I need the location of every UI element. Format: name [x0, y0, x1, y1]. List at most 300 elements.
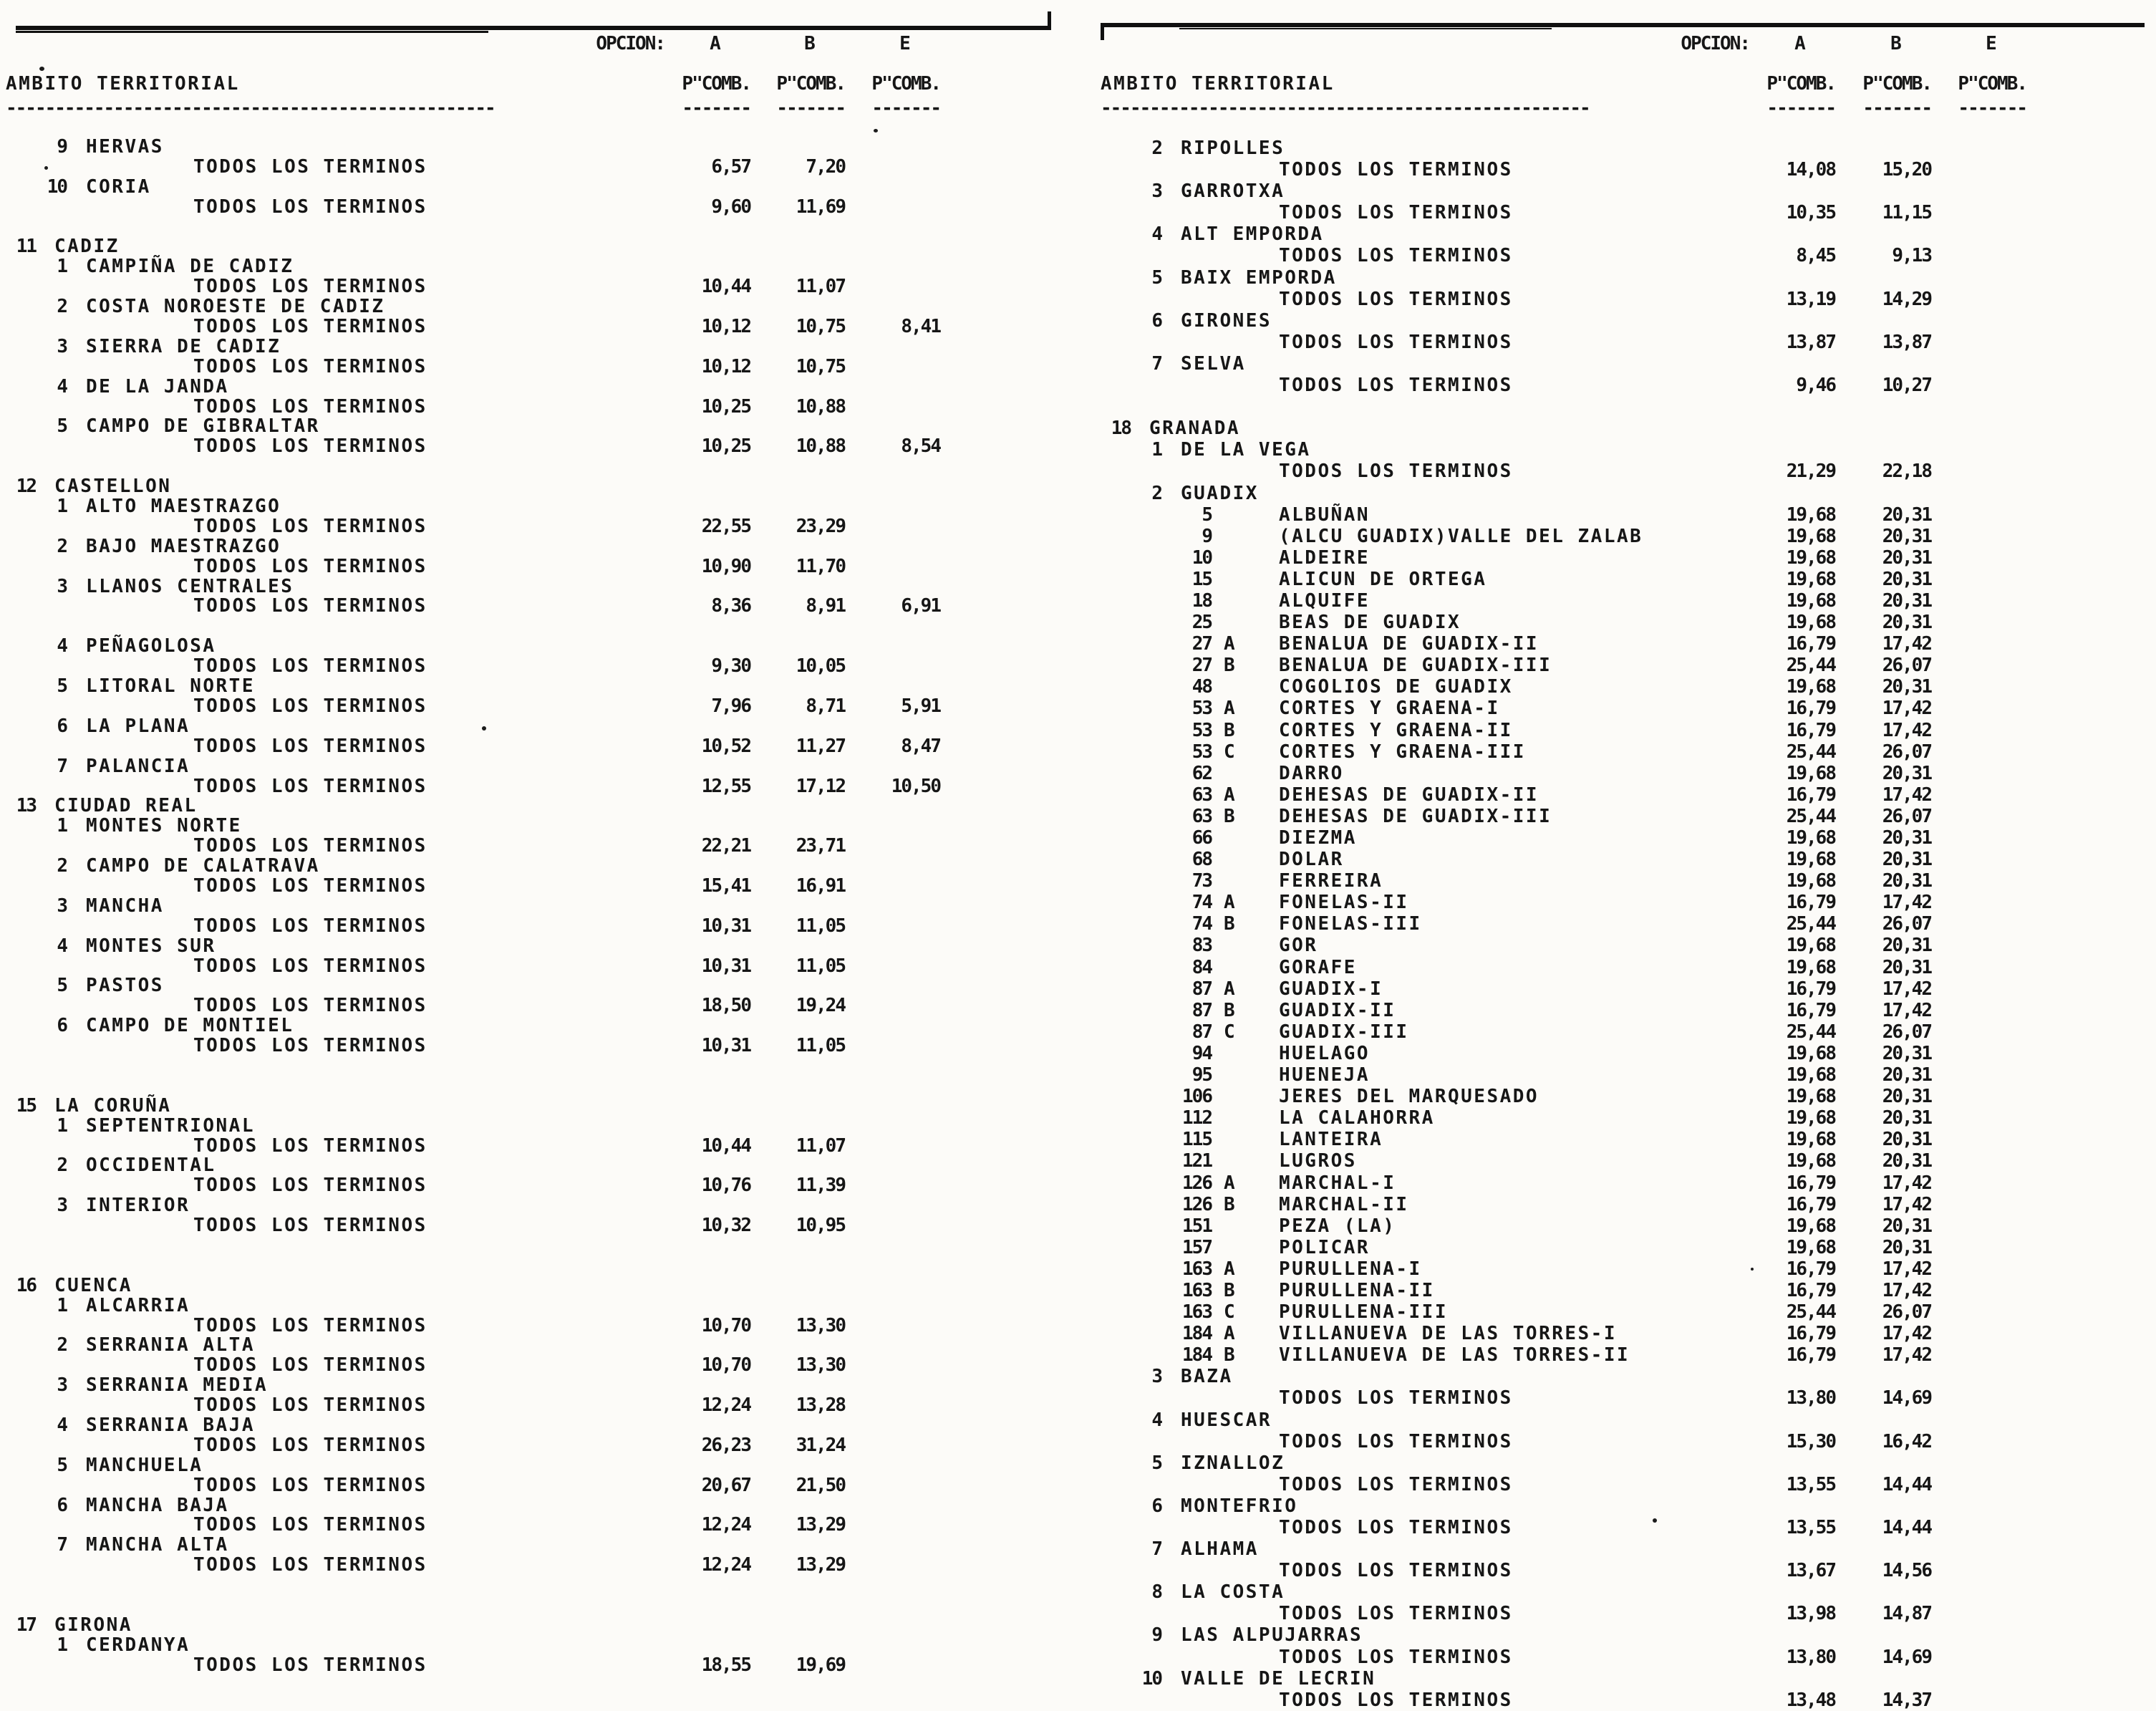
- row-number: 7: [1151, 352, 1161, 375]
- value-opcion-b: 10,05: [796, 655, 845, 678]
- comarca-row: [1101, 1624, 2156, 1646]
- territory-name: MONTES NORTE: [86, 815, 242, 837]
- row-number: 3: [57, 895, 67, 917]
- territory-name: CAMPIÑA DE CADIZ: [86, 256, 294, 278]
- option-letter-a: A: [1794, 33, 1804, 54]
- blank-row: [6, 617, 1078, 637]
- row-number: 6: [1151, 1495, 1161, 1517]
- municipality-code: 87: [1191, 978, 1212, 1000]
- value-opcion-b: 26,07: [1882, 741, 1931, 763]
- todos-los-terminos-label: TODOS LOS TERMINOS: [193, 155, 427, 178]
- municipality-name: LANTEIRA: [1279, 1129, 1383, 1151]
- blank-row: [6, 218, 1078, 238]
- row-number: 16: [16, 1274, 36, 1296]
- blank-row: [6, 457, 1078, 477]
- value-opcion-a: 7,96: [711, 695, 750, 717]
- pcomb-header-e: P"COMB.: [1958, 73, 2026, 95]
- value-opcion-b: 10,88: [796, 435, 845, 458]
- todos-los-terminos-label: TODOS LOS TERMINOS: [193, 395, 427, 418]
- municipality-row: [1101, 1301, 2156, 1323]
- value-opcion-a: 19,68: [1786, 1150, 1835, 1172]
- value-opcion-a: 19,68: [1786, 956, 1835, 978]
- municipality-code: 126: [1182, 1193, 1212, 1215]
- municipality-code: 74: [1191, 913, 1212, 935]
- row-number: 13: [16, 795, 36, 817]
- value-opcion-a: 16,79: [1786, 1279, 1835, 1301]
- municipality-row: [1101, 1280, 2156, 1301]
- municipality-name: FONELAS-III: [1279, 913, 1422, 935]
- value-opcion-b: 11,07: [796, 1134, 845, 1157]
- todos-row: [6, 657, 1078, 677]
- value-opcion-b: 13,30: [796, 1354, 845, 1377]
- territory-name: LITORAL NORTE: [86, 675, 255, 698]
- municipality-row: [1101, 1129, 2156, 1150]
- todos-los-terminos-label: TODOS LOS TERMINOS: [193, 735, 427, 757]
- territory-name: SIERRA DE CADIZ: [86, 335, 281, 357]
- value-opcion-a: 6,57: [711, 155, 750, 178]
- territory-name: MANCHUELA: [86, 1454, 203, 1476]
- value-opcion-b: 17,42: [1882, 633, 1931, 655]
- top-rule-double-line: [1179, 28, 1552, 29]
- value-opcion-b: 11,27: [796, 735, 845, 757]
- comarca-row: [1101, 138, 2156, 159]
- value-opcion-a: 25,44: [1786, 913, 1835, 935]
- province-row: [6, 237, 1078, 257]
- todos-los-terminos-label: TODOS LOS TERMINOS: [193, 955, 427, 977]
- row-number: 2: [57, 855, 67, 877]
- territory-name: MANCHA BAJA: [86, 1494, 229, 1516]
- municipality-letter: A: [1224, 978, 1234, 1000]
- value-opcion-b: 17,42: [1882, 698, 1931, 720]
- todos-row: [6, 1656, 1078, 1676]
- todos-los-terminos-label: TODOS LOS TERMINOS: [193, 1394, 427, 1417]
- territory-name: CADIZ: [54, 236, 120, 258]
- value-opcion-a: 10,90: [701, 555, 750, 577]
- todos-row: [1101, 1431, 2156, 1452]
- comarca-row: [6, 577, 1078, 597]
- left-page-column: [6, 0, 1078, 1679]
- municipality-name: CORTES Y GRAENA-I: [1279, 698, 1500, 720]
- scan-speck: [44, 166, 48, 170]
- value-opcion-a: 19,68: [1786, 1042, 1835, 1064]
- row-number: 9: [57, 136, 67, 158]
- municipality-row: [1101, 569, 2156, 590]
- comarca-row: [6, 1536, 1078, 1556]
- value-opcion-b: 21,50: [796, 1474, 845, 1496]
- row-number: 1: [57, 1294, 67, 1316]
- value-opcion-b: 17,42: [1882, 978, 1931, 1000]
- municipality-row: [1101, 935, 2156, 956]
- row-number: 1: [1151, 439, 1161, 461]
- todos-row: [6, 697, 1078, 717]
- ambito-underline: --------------------------------------------------: [1101, 97, 1590, 119]
- pcomb-header-b: P"COMB.: [1862, 73, 1931, 95]
- municipality-row: [1101, 590, 2156, 612]
- municipality-row: [1101, 720, 2156, 741]
- todos-row: [1101, 245, 2156, 266]
- comarca-row: [1101, 1452, 2156, 1474]
- value-opcion-a: 19,68: [1786, 503, 1835, 526]
- value-opcion-b: 13,29: [796, 1554, 845, 1576]
- value-opcion-a: 8,45: [1796, 245, 1835, 267]
- municipality-code: 18: [1191, 589, 1212, 612]
- value-opcion-b: 14,44: [1882, 1473, 1931, 1495]
- value-opcion-b: 14,69: [1882, 1646, 1931, 1668]
- comarca-row: [1101, 180, 2156, 202]
- municipality-name: BENALUA DE GUADIX-II: [1279, 633, 1539, 655]
- row-number: 5: [57, 975, 67, 997]
- value-opcion-a: 25,44: [1786, 655, 1835, 677]
- value-opcion-a: 20,67: [701, 1474, 750, 1496]
- value-opcion-a: 10,70: [701, 1354, 750, 1377]
- municipality-name: ALICUN DE ORTEGA: [1279, 568, 1487, 590]
- todos-los-terminos-label: TODOS LOS TERMINOS: [193, 1134, 427, 1157]
- todos-los-terminos-label: TODOS LOS TERMINOS: [1279, 288, 1513, 310]
- row-number: 4: [57, 1414, 67, 1436]
- municipality-name: CORTES Y GRAENA-III: [1279, 741, 1526, 763]
- pcomb-underline-a: -------: [1766, 97, 1835, 119]
- todos-row: [6, 1556, 1078, 1576]
- municipality-name: GUADIX-I: [1279, 978, 1383, 1000]
- todos-los-terminos-label: TODOS LOS TERMINOS: [193, 435, 427, 458]
- value-opcion-b: 23,71: [796, 835, 845, 857]
- comarca-row: [6, 1156, 1078, 1176]
- value-opcion-b: 8,71: [806, 695, 845, 717]
- scan-speck: [1751, 1268, 1754, 1271]
- territory-name: HERVAS: [86, 136, 164, 158]
- row-number: 18: [1111, 418, 1131, 440]
- territory-name: ALCARRIA: [86, 1294, 190, 1316]
- row-number: 2: [57, 1155, 67, 1177]
- municipality-name: LA CALAHORRA: [1279, 1107, 1435, 1129]
- comarca-row: [1101, 1409, 2156, 1431]
- territory-name: SEPTENTRIONAL: [86, 1114, 255, 1137]
- value-opcion-b: 17,42: [1882, 1279, 1931, 1301]
- territory-name: MANCHA ALTA: [86, 1534, 229, 1556]
- row-number: 3: [57, 335, 67, 357]
- value-opcion-a: 12,24: [701, 1394, 750, 1417]
- value-opcion-b: 20,31: [1882, 1129, 1931, 1151]
- value-opcion-a: 19,68: [1786, 568, 1835, 590]
- municipality-code: 73: [1191, 870, 1212, 892]
- municipality-letter: B: [1224, 719, 1234, 741]
- value-opcion-a: 12,55: [701, 775, 750, 797]
- value-opcion-b: 16,42: [1882, 1430, 1931, 1452]
- value-opcion-e: 6,91: [901, 595, 940, 617]
- municipality-name: GORAFE: [1279, 956, 1357, 978]
- value-opcion-a: 22,21: [701, 835, 750, 857]
- todos-row: [6, 1515, 1078, 1536]
- municipality-name: HUELAGO: [1279, 1042, 1371, 1064]
- blank-row: [6, 1056, 1078, 1076]
- municipality-letter: C: [1224, 1301, 1234, 1324]
- value-opcion-a: 19,68: [1786, 1236, 1835, 1258]
- value-opcion-a: 12,24: [701, 1514, 750, 1536]
- municipality-letter: C: [1224, 1021, 1234, 1043]
- top-rule: [1101, 23, 2145, 27]
- municipality-name: VILLANUEVA DE LAS TORRES-II: [1279, 1344, 1630, 1367]
- municipality-code: 15: [1191, 568, 1212, 590]
- value-opcion-b: 10,88: [796, 395, 845, 418]
- municipality-row: [1101, 763, 2156, 784]
- municipality-name: MARCHAL-I: [1279, 1172, 1396, 1194]
- value-opcion-a: 13,55: [1786, 1473, 1835, 1495]
- value-opcion-a: 19,68: [1786, 612, 1835, 634]
- value-opcion-a: 19,68: [1786, 762, 1835, 784]
- value-opcion-b: 26,07: [1882, 913, 1931, 935]
- todos-row: [6, 597, 1078, 617]
- municipality-name: (ALCU GUADIX)VALLE DEL ZALAB: [1279, 525, 1643, 547]
- territory-name: BAIX EMPORDA: [1181, 266, 1337, 289]
- top-rule: [16, 26, 1051, 30]
- row-number: 7: [1151, 1538, 1161, 1561]
- municipality-letter: A: [1224, 784, 1234, 806]
- municipality-code: 163: [1182, 1279, 1212, 1301]
- municipality-row: [1101, 913, 2156, 935]
- todos-row: [1101, 1474, 2156, 1495]
- territory-name: IZNALLOZ: [1181, 1452, 1285, 1474]
- value-opcion-a: 13,80: [1786, 1387, 1835, 1409]
- municipality-name: ALBUÑAN: [1279, 503, 1371, 526]
- row-number: 2: [57, 1334, 67, 1356]
- todos-row: [1101, 159, 2156, 180]
- todos-los-terminos-label: TODOS LOS TERMINOS: [1279, 1603, 1513, 1625]
- municipality-code: 184: [1182, 1323, 1212, 1345]
- comarca-row: [6, 1416, 1078, 1436]
- row-number: 6: [57, 715, 67, 737]
- row-number: 3: [57, 1195, 67, 1217]
- comarca-row: [6, 1336, 1078, 1356]
- row-number: 1: [57, 256, 67, 278]
- territory-name: SERRANIA MEDIA: [86, 1374, 269, 1397]
- municipality-name: GUADIX-III: [1279, 1021, 1409, 1043]
- value-opcion-b: 13,87: [1882, 331, 1931, 353]
- comarca-row: [1101, 1538, 2156, 1560]
- value-opcion-a: 19,68: [1786, 1064, 1835, 1086]
- value-opcion-a: 9,60: [711, 196, 750, 218]
- comarca-row: [6, 175, 1078, 198]
- value-opcion-b: 31,24: [796, 1434, 845, 1456]
- value-opcion-a: 14,08: [1786, 159, 1835, 181]
- value-opcion-a: 13,67: [1786, 1560, 1835, 1582]
- territory-name: LAS ALPUJARRAS: [1181, 1624, 1363, 1647]
- todos-row: [6, 957, 1078, 977]
- municipality-row: [1101, 526, 2156, 547]
- value-opcion-b: 19,24: [796, 995, 845, 1017]
- municipality-row: [1101, 612, 2156, 633]
- blank-row: [6, 1576, 1078, 1596]
- value-opcion-a: 25,44: [1786, 805, 1835, 827]
- value-opcion-a: 12,24: [701, 1554, 750, 1576]
- municipality-name: BEAS DE GUADIX: [1279, 612, 1461, 634]
- todos-row: [6, 1356, 1078, 1376]
- row-number: 12: [16, 476, 36, 498]
- blank-row: [6, 1236, 1078, 1256]
- comarca-row: [6, 1016, 1078, 1036]
- value-opcion-a: 13,87: [1786, 331, 1835, 353]
- todos-los-terminos-label: TODOS LOS TERMINOS: [193, 655, 427, 678]
- opcion-label: OPCION:: [596, 33, 664, 54]
- value-opcion-a: 13,98: [1786, 1603, 1835, 1625]
- todos-row: [1101, 461, 2156, 482]
- value-opcion-a: 16,79: [1786, 1344, 1835, 1367]
- todos-los-terminos-label: TODOS LOS TERMINOS: [1279, 1689, 1513, 1711]
- value-opcion-e: 8,54: [901, 435, 940, 458]
- municipality-code: 66: [1191, 827, 1212, 849]
- row-number: 17: [16, 1614, 36, 1636]
- municipality-name: GUADIX-II: [1279, 999, 1396, 1021]
- municipality-row: [1101, 1086, 2156, 1107]
- todos-los-terminos-label: TODOS LOS TERMINOS: [193, 695, 427, 717]
- territory-name: CAMPO DE GIBRALTAR: [86, 415, 320, 438]
- row-number: 2: [57, 296, 67, 318]
- todos-row: [1101, 1387, 2156, 1409]
- todos-row: [6, 777, 1078, 797]
- municipality-code: 63: [1191, 784, 1212, 806]
- value-opcion-b: 8,91: [806, 595, 845, 617]
- municipality-code: 63: [1191, 805, 1212, 827]
- value-opcion-a: 19,68: [1786, 546, 1835, 569]
- value-opcion-a: 19,68: [1786, 849, 1835, 871]
- value-opcion-b: 20,31: [1882, 525, 1931, 547]
- pcomb-underline-b: -------: [1862, 97, 1931, 119]
- territory-name: CIUDAD REAL: [54, 795, 198, 817]
- todos-los-terminos-label: TODOS LOS TERMINOS: [1279, 1387, 1513, 1409]
- row-number: 9: [1151, 1624, 1161, 1647]
- territory-name: BAJO MAESTRAZGO: [86, 535, 281, 557]
- ambito-territorial-label: AMBITO TERRITORIAL: [1101, 73, 1335, 95]
- municipality-row: [1101, 504, 2156, 526]
- municipality-name: FONELAS-II: [1279, 892, 1409, 914]
- value-opcion-a: 10,25: [701, 395, 750, 418]
- todos-row: [1101, 1647, 2156, 1668]
- todos-row: [6, 1036, 1078, 1056]
- territory-name: GUADIX: [1181, 482, 1259, 504]
- value-opcion-b: 20,31: [1882, 935, 1931, 957]
- municipality-code: 68: [1191, 849, 1212, 871]
- value-opcion-b: 11,39: [796, 1175, 845, 1197]
- comarca-row: [6, 337, 1078, 357]
- value-opcion-b: 20,31: [1882, 1107, 1931, 1129]
- opcion-label: OPCION:: [1681, 33, 1749, 54]
- todos-row: [6, 1396, 1078, 1416]
- value-opcion-a: 9,30: [711, 655, 750, 678]
- todos-los-terminos-label: TODOS LOS TERMINOS: [193, 555, 427, 577]
- municipality-name: PURULLENA-I: [1279, 1258, 1422, 1280]
- territory-name: GRANADA: [1149, 418, 1241, 440]
- value-opcion-e: 8,41: [901, 316, 940, 338]
- municipality-name: DEHESAS DE GUADIX-III: [1279, 805, 1552, 827]
- todos-los-terminos-label: TODOS LOS TERMINOS: [193, 1354, 427, 1377]
- todos-los-terminos-label: TODOS LOS TERMINOS: [193, 1314, 427, 1336]
- value-opcion-a: 22,55: [701, 515, 750, 537]
- row-number: 1: [57, 815, 67, 837]
- todos-los-terminos-label: TODOS LOS TERMINOS: [193, 1035, 427, 1057]
- territory-name: CUENCA: [54, 1274, 132, 1296]
- todos-los-terminos-label: TODOS LOS TERMINOS: [1279, 1473, 1513, 1495]
- row-number: 11: [16, 236, 36, 258]
- territory-name: CORIA: [86, 175, 151, 198]
- municipality-letter: A: [1224, 698, 1234, 720]
- municipality-code: 112: [1182, 1107, 1212, 1129]
- todos-los-terminos-label: TODOS LOS TERMINOS: [1279, 375, 1513, 397]
- value-opcion-a: 13,80: [1786, 1646, 1835, 1668]
- territory-name: GIRONA: [54, 1614, 132, 1636]
- row-number: 3: [57, 1374, 67, 1397]
- province-row: [6, 477, 1078, 497]
- municipality-row: [1101, 1107, 2156, 1129]
- row-number: 10: [1141, 1667, 1161, 1690]
- value-opcion-a: 16,79: [1786, 1172, 1835, 1194]
- todos-los-terminos-label: TODOS LOS TERMINOS: [193, 1474, 427, 1496]
- value-opcion-b: 11,05: [796, 1035, 845, 1057]
- value-opcion-b: 20,31: [1882, 1150, 1931, 1172]
- value-opcion-e: 5,91: [901, 695, 940, 717]
- value-opcion-b: 26,07: [1882, 655, 1931, 677]
- table-rows: [6, 138, 1078, 1676]
- pcomb-underline-a: -------: [682, 97, 750, 119]
- scan-speck: [39, 67, 44, 71]
- value-opcion-a: 15,30: [1786, 1430, 1835, 1452]
- todos-los-terminos-label: TODOS LOS TERMINOS: [1279, 202, 1513, 224]
- top-rule-end-tick: [1101, 23, 1104, 40]
- municipality-name: HUENEJA: [1279, 1064, 1371, 1086]
- value-opcion-a: 18,55: [701, 1654, 750, 1676]
- municipality-row: [1101, 633, 2156, 655]
- comarca-row: [6, 897, 1078, 917]
- value-opcion-a: 19,68: [1786, 676, 1835, 698]
- row-number: 1: [57, 496, 67, 518]
- value-opcion-a: 10,12: [701, 316, 750, 338]
- municipality-row: [1101, 827, 2156, 849]
- row-number: 3: [57, 575, 67, 597]
- value-opcion-a: 19,68: [1786, 1215, 1835, 1237]
- comarca-row: [1101, 310, 2156, 332]
- todos-los-terminos-label: TODOS LOS TERMINOS: [193, 316, 427, 338]
- row-number: 3: [1151, 1366, 1161, 1388]
- territory-name: LLANOS CENTRALES: [86, 575, 294, 597]
- blank-row: [6, 1076, 1078, 1097]
- row-number: 2: [1151, 138, 1161, 159]
- right-page-column: [1101, 0, 2156, 1711]
- value-opcion-a: 25,44: [1786, 741, 1835, 763]
- value-opcion-a: 18,50: [701, 995, 750, 1017]
- todos-row: [1101, 1690, 2156, 1711]
- municipality-row: [1101, 547, 2156, 569]
- municipality-code: 53: [1191, 719, 1212, 741]
- todos-los-terminos-label: TODOS LOS TERMINOS: [193, 1175, 427, 1197]
- municipality-name: BENALUA DE GUADIX-III: [1279, 655, 1552, 677]
- value-opcion-b: 17,42: [1882, 1323, 1931, 1345]
- todos-row: [6, 557, 1078, 577]
- territory-name: SELVA: [1181, 352, 1246, 375]
- municipality-row: [1101, 1237, 2156, 1258]
- row-number: 4: [1151, 223, 1161, 246]
- value-opcion-b: 14,29: [1882, 288, 1931, 310]
- territory-name: RIPOLLES: [1181, 138, 1285, 159]
- todos-row: [6, 917, 1078, 937]
- todos-row: [6, 357, 1078, 377]
- territory-name: ALHAMA: [1181, 1538, 1259, 1561]
- todos-row: [1101, 1560, 2156, 1581]
- municipality-name: FERREIRA: [1279, 870, 1383, 892]
- municipality-name: POLICAR: [1279, 1236, 1371, 1258]
- pcomb-underline-b: -------: [776, 97, 845, 119]
- value-opcion-b: 23,29: [796, 515, 845, 537]
- value-opcion-b: 20,31: [1882, 1086, 1931, 1108]
- municipality-row: [1101, 1064, 2156, 1086]
- municipality-letter: B: [1224, 913, 1234, 935]
